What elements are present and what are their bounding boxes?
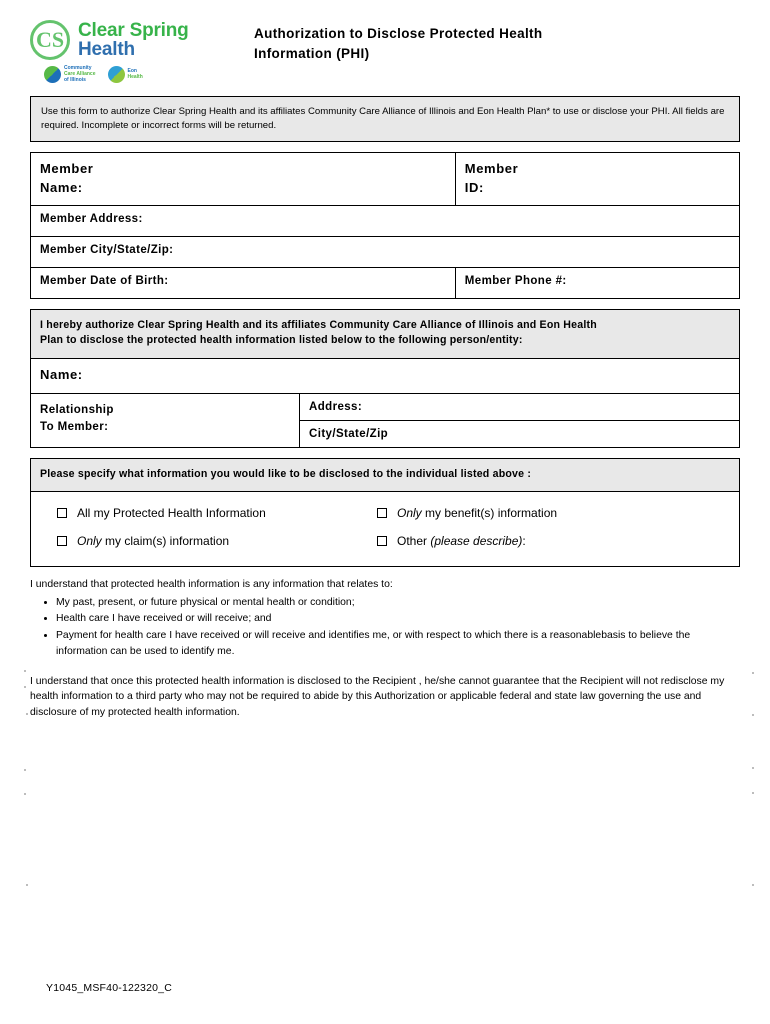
recipient-name-row: [31, 359, 739, 394]
member-id-label-line-2: ID:: [464, 180, 484, 196]
brand-line-1: Clear Spring: [78, 19, 189, 41]
option-other-label-after: :: [522, 533, 526, 548]
member-name-field[interactable]: [31, 153, 456, 205]
option-benefits[interactable]: [377, 506, 557, 520]
redisclosure-paragraph: I understand that once this protected health information is disclosed to the Recipient , he/she cannot guarantee that the Recipient will not redisclose my health information to a third party who may not be required to abide by this Authorization or applicable federal and state law governing the use and disclosure of my protected health information.: [30, 675, 725, 719]
recipient-city-state-zip-field[interactable]: City/State/Zip: [309, 427, 389, 440]
instructions-notice: Use this form to authorize Clear Spring Health and its affiliates Community Care Alliance of Illinois and Eon Health Plan* to use or disclose your PHI. All fields are required. Incomplete or incorrect forms will be returned.: [30, 96, 740, 142]
affiliate-line-1: Eon: [127, 67, 137, 74]
option-claims[interactable]: [57, 534, 377, 548]
page-title: [230, 14, 740, 65]
member-name-label-line-1: Member: [40, 161, 94, 177]
affiliate-logos: [44, 66, 230, 84]
option-benefits-label-italic: Only: [397, 505, 422, 520]
document-header: [30, 14, 740, 92]
authorized-recipient-section: [30, 309, 740, 448]
authorization-statement-line-2: Plan to disclose the protected health information listed below to the following person/entity:: [40, 334, 523, 347]
option-benefits-label: my benefit(s) information: [421, 505, 558, 520]
affiliate-line-2: Care Alliance: [64, 70, 96, 77]
scan-artifact: [24, 670, 26, 672]
option-all-phi[interactable]: [57, 506, 377, 520]
member-phone-field[interactable]: Member Phone #:: [464, 274, 567, 287]
option-all-phi-label: All my Protected Health Information: [77, 505, 266, 520]
checkbox-icon[interactable]: [377, 508, 387, 518]
logo-block: [30, 14, 230, 84]
option-other-label: Other: [397, 533, 431, 548]
understanding-bullets: [30, 595, 740, 660]
scan-artifact: [752, 767, 754, 769]
recipient-address-field[interactable]: Address:: [300, 394, 739, 421]
member-name-id-row: [31, 153, 739, 206]
option-claims-label-italic: Only: [77, 533, 102, 548]
option-claims-label: my claim(s) information: [101, 533, 230, 548]
affiliate-community-care-alliance: [44, 66, 96, 84]
relationship-label-line-1: Relationship: [40, 403, 114, 416]
eon-health-icon: [108, 66, 125, 83]
scan-artifact: [24, 769, 26, 771]
page-title-line-2: Information (PHI): [254, 46, 370, 62]
clear-spring-health-logo: [30, 20, 230, 60]
authorization-statement: [31, 310, 739, 359]
relationship-label-line-2: To Member:: [40, 420, 109, 433]
scan-artifact: [752, 672, 754, 674]
affiliate-text: [128, 69, 143, 81]
member-id-field[interactable]: [456, 153, 739, 205]
recipient-relationship-field[interactable]: [31, 394, 300, 447]
member-dob-field[interactable]: Member Date of Birth:: [31, 268, 456, 298]
page-title-line-1: Authorization to Disclose Protected Health: [254, 26, 543, 41]
disclosure-option-row-2: [57, 534, 730, 548]
option-other[interactable]: [377, 534, 526, 548]
recipient-detail-grid: [31, 394, 739, 447]
scan-artifact: [24, 686, 26, 688]
affiliate-line-3: of Illinois: [64, 76, 86, 83]
checkbox-icon[interactable]: [57, 536, 67, 546]
authorization-statement-line-1: I hereby authorize Clear Spring Health and its affiliates Community Care Alliance of Illinois and Eon Health: [40, 318, 597, 331]
scan-artifact: [752, 792, 754, 794]
checkbox-icon[interactable]: [57, 508, 67, 518]
member-id-label-line-1: Member: [464, 161, 519, 177]
scan-artifact: [752, 884, 754, 886]
option-other-label-italic: (please describe): [430, 533, 523, 548]
bullet-item: • Payment for health care I have received or will receive and identifies me, or with respect to which there is a reasonablebasis to believe the information can be used to identify me.: [56, 628, 740, 660]
affiliate-text: [64, 66, 96, 84]
affiliate-line-2: Health: [127, 73, 143, 80]
bullet-item: • Health care I have received or will receive; and: [56, 611, 740, 627]
member-address-field[interactable]: Member Address:: [40, 212, 143, 225]
bullet-item: • My past, present, or future physical or mental health or condition;: [56, 595, 740, 611]
recipient-name-field[interactable]: Name:: [40, 366, 83, 382]
disclosure-option-row-1: [57, 506, 730, 520]
understanding-intro: I understand that protected health information is any information that relates to:: [30, 578, 393, 590]
affiliate-line-1: Community: [64, 65, 92, 71]
scan-artifact: [752, 714, 754, 716]
disclosure-selection-section: [30, 458, 740, 567]
member-information-section: [30, 152, 740, 299]
member-address-row: [31, 206, 739, 237]
member-name-label-line-2: Name:: [40, 180, 83, 196]
scan-artifact: [26, 713, 28, 715]
member-city-state-zip-row: [31, 237, 739, 268]
form-id-footer: Y1045_MSF40-122320_C: [46, 982, 173, 994]
scan-artifact: [26, 884, 28, 886]
community-care-alliance-icon: [44, 66, 61, 83]
disclosure-options: [31, 492, 739, 566]
brand-line-2: Health: [78, 39, 135, 60]
member-city-state-zip-field[interactable]: Member City/State/Zip:: [40, 243, 174, 256]
disclosure-instruction: Please specify what information you would like to be disclosed to the individual listed above :: [31, 459, 739, 492]
recipient-address-group: [300, 394, 739, 447]
affiliate-eon-health: [108, 66, 143, 83]
brand-wordmark: [78, 21, 189, 60]
checkbox-icon[interactable]: [377, 536, 387, 546]
scan-artifact: [24, 793, 26, 795]
clear-spring-mark-icon: CS: [30, 20, 70, 60]
member-dob-phone-row: [31, 268, 739, 298]
